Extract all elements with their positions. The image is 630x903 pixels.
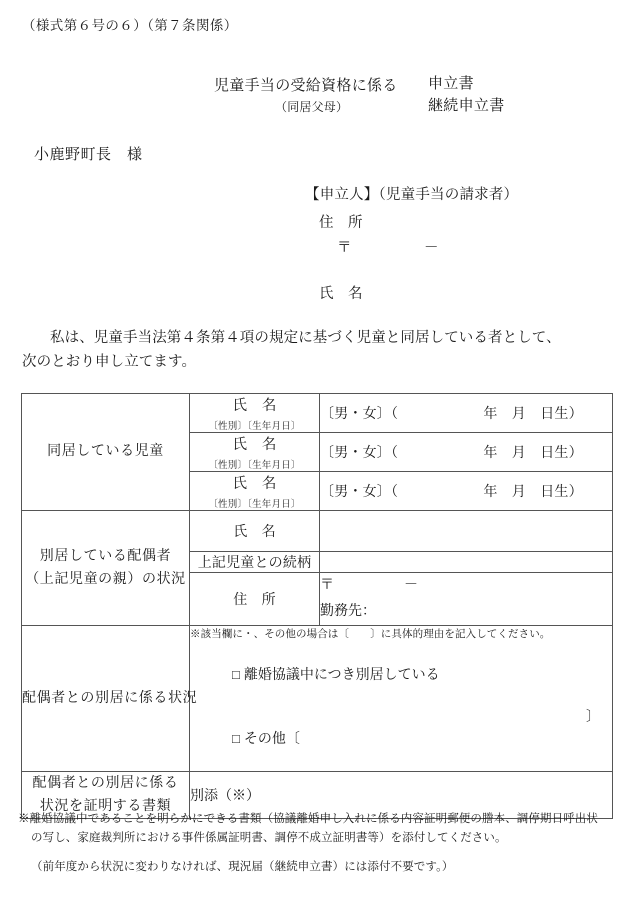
spouse-relation-field[interactable] — [320, 552, 613, 573]
separation-option-1[interactable] — [190, 643, 612, 707]
spouse-address-field[interactable] — [320, 573, 613, 626]
form-title-main: 児童手当の受給資格に係る — [214, 78, 398, 94]
spouse-postal-code-field[interactable]: 〒 － — [320, 578, 418, 593]
documents-label-line1: 配偶者との別居に係る — [32, 776, 179, 791]
child-detail-field-3[interactable]: 〔男・女〕（ 年 月 日生） — [320, 472, 613, 511]
applicant-heading: 【申立人】（児童手当の請求者） — [305, 187, 519, 203]
spouse-workplace-field[interactable]: 勤務先： — [320, 604, 376, 619]
child-name-label-text: 氏 名 — [232, 398, 277, 414]
child-name-label-1 — [190, 394, 320, 433]
form-title-kind-line2: 継続申立書 — [428, 98, 505, 114]
child-meta-label-text: 〔性別〕〔生年月日〕 — [208, 500, 301, 510]
checkbox-icon[interactable]: □ — [232, 667, 240, 682]
children-section-label: 同居している児童 — [22, 394, 190, 511]
child-detail-field-1[interactable]: 〔男・女〕（ 年 月 日生） — [320, 394, 613, 433]
applicant-block — [305, 183, 625, 303]
child-meta-label-text: 〔性別〕〔生年月日〕 — [208, 461, 301, 471]
declaration-line-1: 私は、児童手当法第４条第４項の規定に基づく児童と同居している者として、 — [50, 330, 561, 346]
spouse-section-label-line2: （上記児童の親）の状況 — [25, 572, 186, 587]
spouse-section-label-line1: 別居している配偶者 — [39, 549, 172, 564]
footnote-line-2: の写し、家庭裁判所における事件係属証明書、調停不成立証明書等）を添付してください。 — [31, 832, 507, 844]
declaration-table — [21, 393, 613, 819]
form-title-kind — [428, 73, 505, 117]
documents-value[interactable]: 別添（※） — [190, 772, 613, 819]
child-name-label-text: 氏 名 — [232, 476, 277, 492]
form-number: （様式第６号の６）（第７条関係） — [22, 18, 238, 33]
separation-option-2-label: その他〔 — [243, 732, 300, 747]
child-name-label-3 — [190, 472, 320, 511]
separation-status-note: ※該当欄に・、その他の場合は〔 〕に具体的理由を記入してください。 — [190, 629, 551, 640]
declaration-text — [22, 326, 612, 374]
spouse-relation-label: 上記児童との続柄 — [190, 552, 320, 573]
form-title-subtitle: （同居父母） — [275, 100, 349, 114]
declaration-line-2: 次のとおり申し立てます。 — [22, 354, 197, 370]
footnote-line-1: ※離婚協議中であることを明らかにできる書類（協議離婚申し入れに係る内容証明郵便の謄本、調停期日呼出状 — [18, 813, 598, 825]
separation-option-1-label: 離婚協議中につき別居している — [243, 668, 440, 683]
applicant-address-label: 住 所 — [319, 215, 363, 231]
child-name-label-2 — [190, 433, 320, 472]
separation-option-2-bracket-close: 〕 — [586, 710, 600, 725]
spouse-section-label — [22, 511, 190, 626]
spouse-name-field[interactable] — [320, 511, 613, 552]
documents-label-line2: 状況を証明する書類 — [39, 799, 172, 814]
table-row — [22, 626, 613, 772]
applicant-postal-code-field[interactable]: 〒 － — [337, 240, 439, 256]
child-name-label-text: 氏 名 — [232, 437, 277, 453]
form-title-kind-line1: 申立書 — [428, 76, 474, 92]
spouse-name-label: 氏 名 — [190, 511, 320, 552]
checkbox-icon[interactable]: □ — [232, 731, 240, 746]
child-detail-field-2[interactable]: 〔男・女〕（ 年 月 日生） — [320, 433, 613, 472]
footnotes — [18, 810, 624, 877]
separation-status-label: 配偶者との別居に係る状況 — [22, 626, 190, 772]
table-row — [22, 394, 613, 433]
addressee: 小鹿野町長 様 — [34, 147, 143, 163]
form-title-block — [200, 74, 600, 130]
child-meta-label-text: 〔性別〕〔生年月日〕 — [208, 422, 301, 432]
separation-status-cell — [190, 626, 613, 772]
separation-option-2[interactable] — [190, 707, 612, 771]
spouse-address-label: 住 所 — [190, 573, 320, 626]
table-row — [22, 511, 613, 552]
footnote-line-3: （前年度から状況に変わりなければ、現況届（継続申立書）には添付不要です。） — [31, 861, 454, 873]
applicant-name-label: 氏 名 — [319, 286, 363, 302]
